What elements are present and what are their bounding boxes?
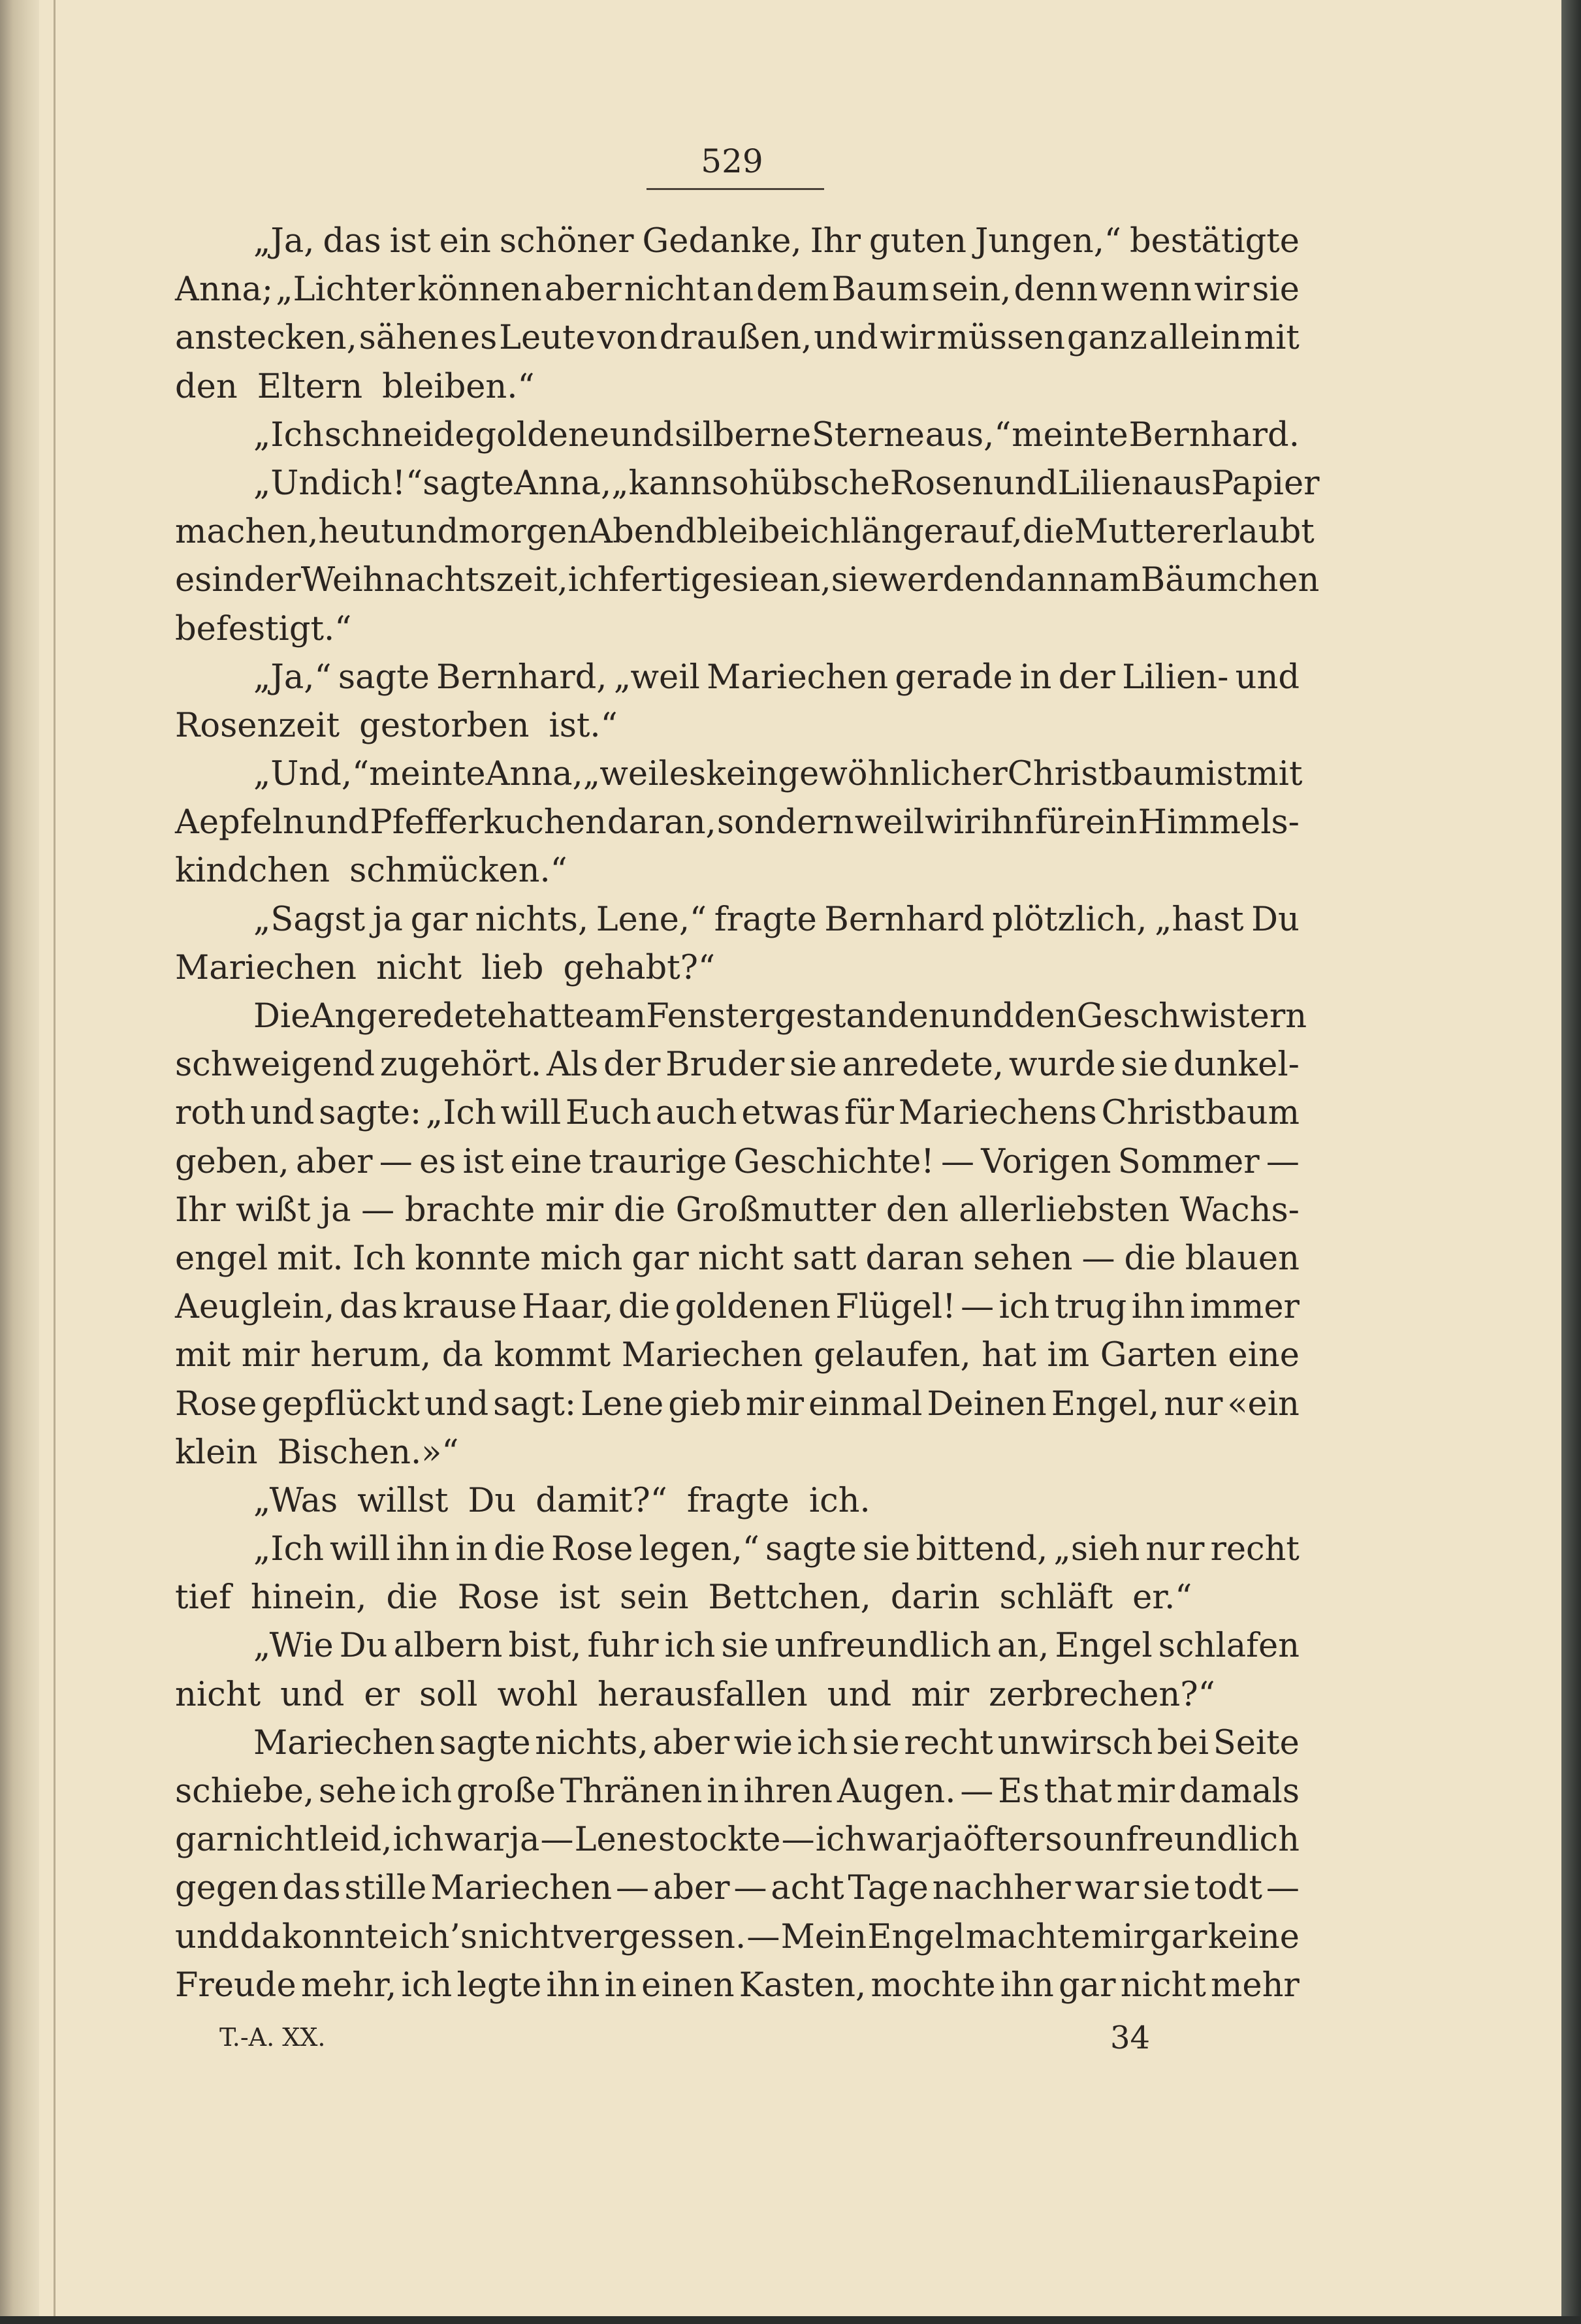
text-line: es in der Weihnachtszeit, ich fertige sie an, sie werden dann am Bäumchen <box>175 561 1320 600</box>
text-line: „Ich schneide goldene und silberne Sterne aus,“ meinte Bernhard. <box>253 415 1300 454</box>
page-gutter-shadow <box>0 0 39 2324</box>
text-line: Aepfeln und Pfefferkuchen daran, sondern weil wir ihn für ein Himmels- <box>175 803 1300 842</box>
page-number-rule <box>647 188 824 190</box>
text-line: tief hinein, die Rose ist sein Bettchen, darin schläft er.“ <box>175 1578 1192 1617</box>
text-line: Die Angeredete hatte am Fenster gestanden und den Geschwistern <box>253 997 1307 1036</box>
text-line: „Und ich!“ sagte Anna, „kann so hübsche Rosen und Lilien aus Papier <box>253 464 1320 503</box>
text-line: „Was willst Du damit?“ fragte ich. <box>253 1481 870 1520</box>
text-line: Aeuglein, das krause Haar, die goldenen Flügel! — ich trug ihn immer <box>175 1288 1300 1327</box>
gutter-fold-line <box>54 0 56 2324</box>
text-line: Rosenzeit gestorben ist.“ <box>175 706 618 745</box>
footer-signature: T.-A. XX. <box>219 2023 326 2052</box>
text-line: den Eltern bleiben.“ <box>175 367 535 406</box>
text-line: „Ja,“ sagte Bernhard, „weil Mariechen gerade in der Lilien- und <box>253 658 1300 697</box>
text-line: engel mit. Ich konnte mich gar nicht satt daran sehen — die blauen <box>175 1239 1300 1278</box>
text-line: kindchen schmücken.“ <box>175 852 567 891</box>
text-line: und da konnte ich’s nicht vergessen. — Mein Engel machte mir gar keine <box>175 1917 1300 1956</box>
text-line: klein Bischen.»“ <box>175 1433 459 1472</box>
text-line: gegen das stille Mariechen — aber — acht Tage nachher war sie todt — <box>175 1869 1300 1908</box>
text-line: Rose gepflückt und sagt: Lene gieb mir einmal Deinen Engel, nur «ein <box>175 1384 1300 1424</box>
text-line: geben, aber — es ist eine traurige Geschichte! — Vorigen Sommer — <box>175 1142 1300 1181</box>
text-line: anstecken, sähen es Leute von draußen, und wir müssen ganz allein mit <box>175 319 1300 358</box>
text-line: „Ja, das ist ein schöner Gedanke, Ihr guten Jungen,“ bestätigte <box>253 222 1300 261</box>
text-line: befestigt.“ <box>175 609 352 648</box>
text-line: „Ich will ihn in die Rose legen,“ sagte sie bittend, „sieh nur recht <box>253 1530 1300 1569</box>
text-line: Ihr wißt ja — brachte mir die Großmutter den allerliebsten Wachs- <box>175 1190 1300 1230</box>
body-text <box>175 217 1320 2010</box>
text-line: Mariechen sagte nichts, aber wie ich sie recht unwirsch bei Seite <box>253 1723 1300 1762</box>
text-line: „Sagst ja gar nichts, Lene,“ fragte Bernhard plötzlich, „hast Du <box>253 900 1300 939</box>
text-line: roth und sagte: „Ich will Euch auch etwas für Mariechens Christbaum <box>175 1094 1300 1133</box>
text-line: schweigend zugehört. Als der Bruder sie anredete, wurde sie dunkel- <box>175 1045 1300 1085</box>
text-line: „Und,“ meinte Anna, „weil es kein gewöhnlicher Christbaum ist mit <box>253 755 1303 794</box>
text-line: schiebe, sehe ich große Thränen in ihren Augen. — Es that mir damals <box>175 1772 1300 1811</box>
text-line: nicht und er soll wohl herausfallen und mir zerbrechen?“ <box>175 1675 1215 1714</box>
text-line: mit mir herum, da kommt Mariechen gelaufen, hat im Garten eine <box>175 1336 1300 1375</box>
text-line: machen, heut und morgen Abend bleibe ich länger auf, die Mutter erlaubt <box>175 513 1315 552</box>
page-number: 529 <box>701 142 763 180</box>
text-line: gar nicht leid, ich war ja — Lene stockte — ich war ja öfter so unfreundlich <box>175 1821 1300 1860</box>
text-line: „Wie Du albern bist, fuhr ich sie unfreundlich an, Engel schlafen <box>253 1627 1300 1666</box>
text-line: Anna; „Lichter können aber nicht an dem Baum sein, denn wenn wir sie <box>175 270 1300 310</box>
text-line: Freude mehr, ich legte ihn in einen Kasten, mochte ihn gar nicht mehr <box>175 1966 1300 2005</box>
text-line: Mariechen nicht lieb gehabt?“ <box>175 948 716 987</box>
footer-sheet-number: 34 <box>1110 2020 1151 2056</box>
book-cover-edge <box>1561 0 1581 2324</box>
book-cover-bottom-edge <box>0 2316 1581 2324</box>
